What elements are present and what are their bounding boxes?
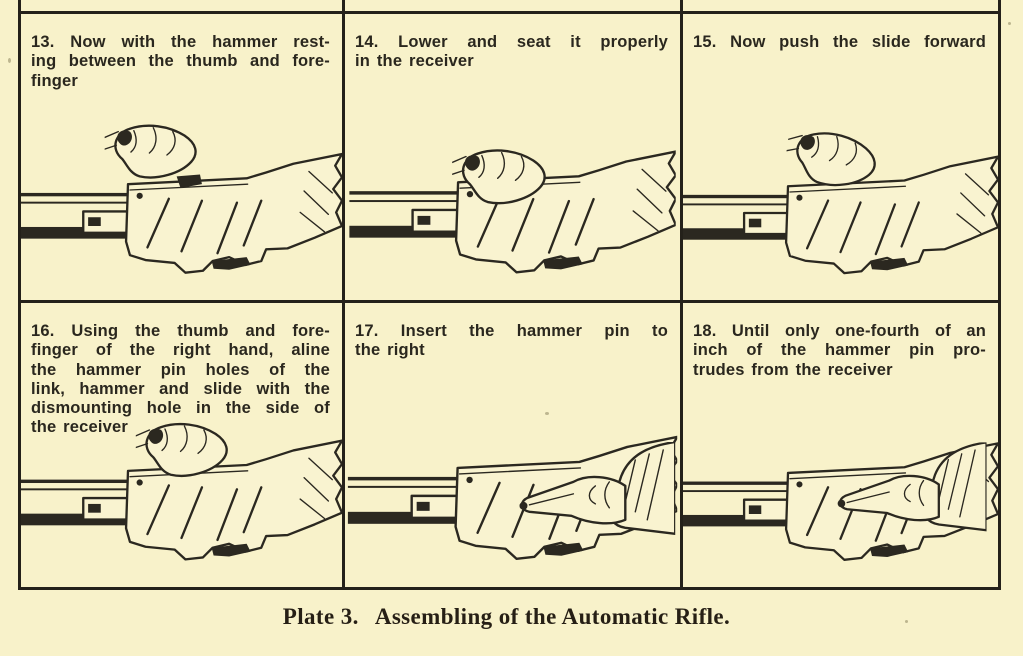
step-18-caption: 18. Until only one-fourth of an inch of the hammer pin pro- trudes from the receiver xyxy=(693,322,986,379)
panel-step-13 xyxy=(21,14,345,303)
table-right-border xyxy=(998,0,1001,11)
panel-step-17 xyxy=(345,303,683,587)
table-column-divider xyxy=(342,0,345,11)
panel-step-15 xyxy=(683,14,998,303)
illustration-hand-pressing-hammer-pin-quarter-inch xyxy=(683,418,998,583)
plate-caption-title: Assembling of the Automatic Rifle. xyxy=(374,604,731,629)
table-left-border xyxy=(18,0,21,11)
step-16-caption: 16. Using the thumb and fore- finger of the right hand, aline the hammer pin holes of the link, hammer and slide with the dismounting hole in the side of the receiver xyxy=(31,322,330,437)
illustration-hand-lowering-hammer-into-receiver xyxy=(345,113,680,296)
step-14-caption: 14. Lower and seat it properly in the receiver xyxy=(355,33,668,71)
step-13-caption: 13. Now with the hammer rest- ing between the thumb and fore- finger xyxy=(31,33,330,90)
previous-row-remnant xyxy=(18,0,1001,11)
plate-caption xyxy=(0,604,1013,630)
illustration-hand-inserting-hammer-pin-from-right xyxy=(345,418,680,583)
panel-step-14 xyxy=(345,14,683,303)
step-15-caption: 15. Now push the slide forward xyxy=(693,33,986,51)
plate-table xyxy=(18,0,1001,590)
panel-step-16 xyxy=(21,303,345,587)
step-17-caption: 17. Insert the hammer pin to the right xyxy=(355,322,668,360)
scan-speck xyxy=(545,412,549,415)
scan-speck xyxy=(8,58,11,63)
table-column-divider xyxy=(680,0,683,11)
scan-speck xyxy=(905,620,908,623)
illustration-hand-holding-hammer-above-receiver xyxy=(21,113,342,296)
scan-speck xyxy=(1008,22,1011,25)
illustration-hand-aligning-hammer-pin-holes xyxy=(21,418,342,583)
panel-step-18 xyxy=(683,303,998,587)
illustration-hand-pushing-slide-forward xyxy=(683,113,998,296)
plate-caption-label: Plate 3. xyxy=(282,604,359,629)
plate-grid xyxy=(18,11,1001,590)
